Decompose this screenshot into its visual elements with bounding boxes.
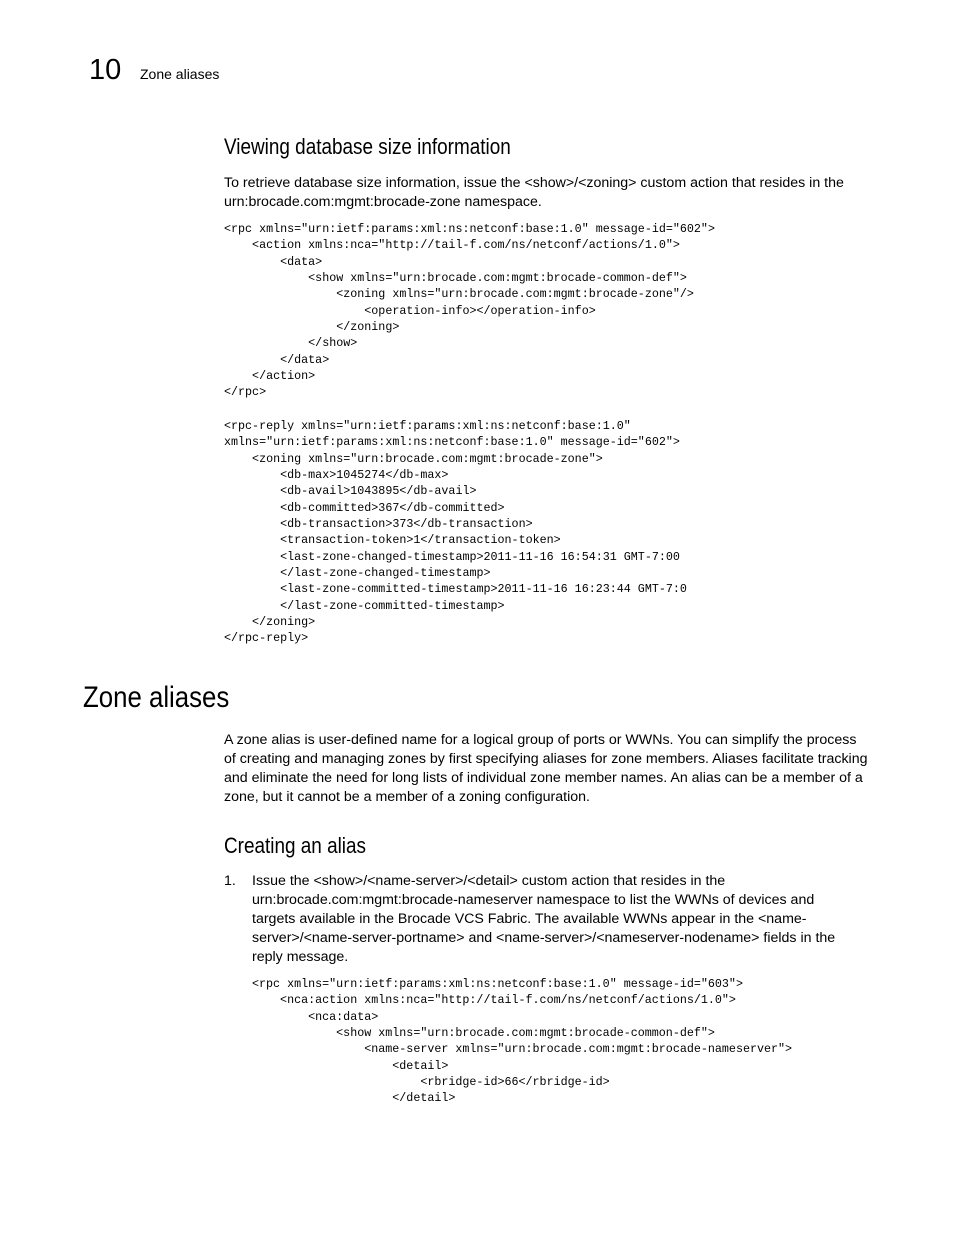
code-block-rpc-603: <rpc xmlns="urn:ietf:params:xml:ns:netconf:base:1.0" message-id="603"> <nca:action xmlns:nca="http://tail-f.com/ns/netconf/actions/1.0"> <nca:data> <show xmlns="urn:brocade.com:mgmt:brocade-common-def"> <name-server xmlns="urn:brocade.com:mgmt:brocade-nameserver"> <detail> <rbridge-id>66</rbridge-id> </detail>: [252, 977, 793, 1106]
section-heading-db-size: Viewing database size information: [224, 134, 511, 159]
code-block-rpc-reply-602: <rpc-reply xmlns="urn:ietf:params:xml:ns:netconf:base:1.0" xmlns="urn:ietf:params:xml:ns:netconf:base:1.0" message-id="602"> <zoning xmlns="urn:brocade.com:mgmt:brocade-zone"> <db-max>1045274</db-max> <db-avail>1043895</db-avail> <db-committed>367</db-committed> <db-transaction>373</db-transaction> <transaction-token>1</transaction-token> <last-zone-changed-timestamp>2011-11-16 16:54:31 GMT-7:00 </last-zone-changed-timestamp> <last-zone-committed-timestamp>2011-11-16 16:23:44 GMT-7:0 </last-zone-committed-timestamp> </zoning> </rpc-reply>: [224, 419, 687, 646]
section-heading-creating-alias: Creating an alias: [224, 833, 366, 858]
zone-aliases-body: A zone alias is user-defined name for a logical group of ports or WWNs. You can simplify the process of creating and managing zones by first specifying aliases for zone members. Aliases facilitate tracking and eliminate the need for long lists of individual zone member names. An alias can be a member of a zone, but it cannot be a member of a zoning configuration.: [224, 732, 868, 805]
db-size-intro: To retrieve database size information, issue the <show>/<zoning> custom action that resides in the urn:brocade.com:mgmt:brocade-zone namespace.: [224, 175, 844, 210]
step-number: 1.: [224, 873, 236, 889]
step-text: Issue the <show>/<name-server>/<detail> custom action that resides in the urn:brocade.com:mgmt:brocade-nameserver namespace to list the WWNs of devices and targets available in the Brocade VCS Fabric. The available WWNs appear in the <name-server>/<name-server-portname> and <name-server>/<nameserver-nodename> fields in the reply message.: [252, 873, 836, 965]
section-heading-zone-aliases: Zone aliases: [83, 681, 230, 714]
chapter-number: 10: [89, 54, 122, 86]
running-title: Zone aliases: [140, 66, 220, 82]
code-block-rpc-602: <rpc xmlns="urn:ietf:params:xml:ns:netconf:base:1.0" message-id="602"> <action xmlns:nca="http://tail-f.com/ns/netconf/actions/1.0"> <data> <show xmlns="urn:brocade.com:mgmt:brocade-common-def"> <zoning xmlns="urn:brocade.com:mgmt:brocade-zone"/> <operation-info></operation-info> </zoning> </show> </data> </action> </rpc>: [224, 222, 715, 400]
